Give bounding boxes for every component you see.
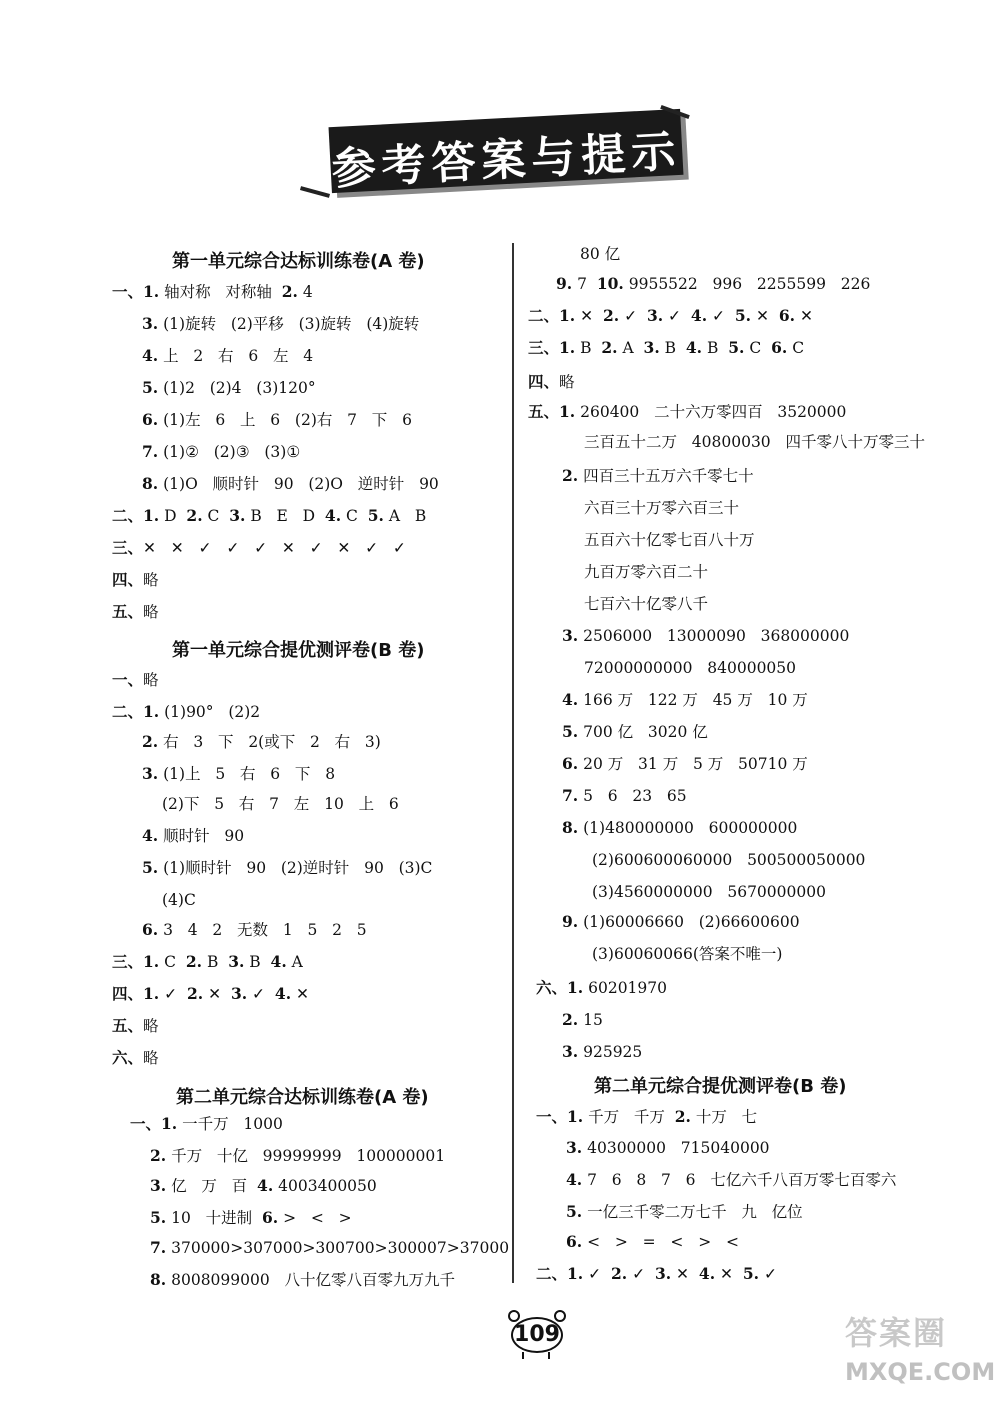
question-number: 二、1. (536, 1264, 584, 1283)
answer-text: 一亿三千零二万七千 九 亿位 (582, 1203, 803, 1221)
title-banner (329, 109, 684, 196)
question-number: 四、1. (112, 984, 160, 1003)
question-number: 3. (654, 1264, 672, 1283)
section-title: 第一单元综合达标训练卷(A 卷) (172, 251, 425, 272)
question-number: 一、1. (536, 1107, 584, 1126)
question-number: 6. (778, 306, 796, 325)
watermark-logo (845, 1308, 995, 1398)
answer-line (112, 702, 260, 722)
answer-text: 7 6 8 7 6 七亿六千八百万零七百零六 (582, 1171, 897, 1189)
question-number: 3. (229, 506, 246, 525)
answer-text: B (202, 953, 229, 971)
question-number: 2. (601, 338, 618, 357)
answer-line (112, 282, 313, 302)
answer-text: 亿 万 百 (166, 1177, 258, 1195)
answer-text: 2506000 13000090 368000000 (578, 627, 850, 645)
section-title: 第一单元综合提优测评卷(B 卷) (172, 640, 425, 661)
answer-line (142, 314, 419, 334)
answer-text: 4003400050 (273, 1177, 377, 1195)
question-number: 4. (324, 506, 342, 525)
answer-line (150, 1146, 445, 1166)
answer-line (562, 818, 797, 838)
answer-text: ✓ (759, 1265, 777, 1283)
answer-line (584, 498, 739, 518)
question-number: 2. (150, 1146, 167, 1165)
answer-text: ✕ (795, 307, 813, 325)
answer-text: 略 (559, 373, 575, 391)
question-number: 四、 (528, 372, 560, 391)
question-number: 一、 (112, 670, 144, 689)
question-number: 4. (270, 952, 287, 971)
answer-line (562, 1010, 603, 1030)
answer-line (562, 1042, 642, 1062)
question-number: 六、1. (536, 978, 584, 997)
answer-text: 10 十进制 (166, 1209, 262, 1227)
answer-text: 六百三十万零六百三十 (584, 499, 740, 517)
answer-line (566, 1170, 896, 1190)
answer-text: B (659, 339, 686, 357)
answer-text: (2)下 5 右 7 左 10 上 6 (162, 795, 399, 813)
question-number: 3. (228, 952, 245, 971)
question-number: 7. (150, 1238, 167, 1257)
answer-line (562, 754, 808, 774)
question-number: 二、1. (112, 506, 160, 525)
question-number: 10. (596, 274, 624, 293)
answer-text: ✓ (619, 307, 647, 325)
question-number: 五、 (112, 602, 144, 621)
question-number: 6. (562, 754, 579, 773)
answer-text: 925925 (578, 1043, 643, 1061)
question-number: 4. (566, 1170, 583, 1189)
answer-line (592, 882, 826, 902)
answer-text: 4 (297, 283, 313, 301)
question-number: 5. (728, 338, 745, 357)
answer-line (562, 786, 687, 806)
answer-line (112, 506, 426, 526)
alarm-bell-icon (508, 1310, 520, 1322)
answer-text: B E D (245, 507, 325, 525)
question-number: 4. (142, 826, 159, 845)
answer-line (592, 850, 865, 870)
question-number: 二、1. (112, 702, 160, 721)
answer-text: 七百六十亿零八千 (584, 595, 709, 613)
answer-text: (1)O 顺时针 90 (2)O 逆时针 90 (158, 475, 439, 493)
answer-text: A (617, 339, 644, 357)
question-number: 6. (566, 1232, 583, 1251)
question-number: 5. (734, 306, 752, 325)
answer-text: 十万 七 (690, 1108, 758, 1126)
answer-line (112, 670, 159, 690)
answer-line (562, 626, 849, 646)
answer-text: B (702, 339, 729, 357)
question-number: 5. (150, 1208, 167, 1227)
answer-text: 8008099000 八十亿零八百零九万九千 (166, 1271, 456, 1289)
answer-text: < > = < > < (582, 1233, 739, 1251)
answer-line (162, 794, 399, 814)
answer-text: C (202, 507, 230, 525)
question-number: 3. (142, 314, 159, 333)
answer-text: 370000>307000>300700>300007>37000 (166, 1239, 510, 1257)
answer-text: (1)2 (2)4 (3)120° (158, 379, 316, 397)
question-number: 2. (610, 1264, 628, 1283)
answer-line (112, 952, 303, 972)
answer-line (142, 410, 412, 430)
question-number: 3. (566, 1138, 583, 1157)
clock-leg (522, 1352, 524, 1359)
question-number: 六、 (112, 1048, 144, 1067)
question-number: 3. (562, 1042, 579, 1061)
answer-text: (1)② (2)③ (3)① (158, 443, 301, 461)
answer-text: (4)C (162, 891, 196, 909)
question-number: 4. (142, 346, 159, 365)
answer-text: 20 万 31 万 5 万 50710 万 (578, 755, 808, 773)
answer-text: A B (383, 507, 427, 525)
answer-text: ✕ (751, 307, 779, 325)
question-number: 5. (562, 722, 579, 741)
watermark-url: MXQE.COM (845, 1358, 996, 1386)
question-number: 一、1. (112, 282, 160, 301)
answer-line (592, 944, 782, 964)
answer-line (566, 1138, 770, 1158)
answer-text: C (787, 339, 805, 357)
answer-text: 7 (572, 275, 597, 293)
answer-text: A (286, 953, 303, 971)
page-title: 参考答案与提示 (330, 125, 683, 196)
answer-text: 轴对称 对称轴 (159, 283, 282, 301)
question-number: 3. (562, 626, 579, 645)
answer-text: 略 (143, 1017, 159, 1035)
answer-line (150, 1238, 509, 1258)
question-number: 3. (643, 338, 660, 357)
answer-text: C (159, 953, 186, 971)
answer-text: 9955522 996 2255599 226 (623, 275, 871, 293)
answer-line (536, 1107, 757, 1127)
answer-line (142, 474, 439, 494)
answer-text: 略 (143, 671, 159, 689)
answer-text: ✕ (671, 1265, 699, 1283)
watermark-text: 答案圈 (845, 1314, 948, 1352)
answer-line (112, 1048, 159, 1068)
answer-line (112, 570, 159, 590)
answer-line (566, 1202, 803, 1222)
answer-text: ✓ (159, 985, 187, 1003)
answer-text: ✕ ✕ ✓ ✓ ✓ ✕ ✓ ✕ ✓ ✓ (143, 539, 406, 557)
question-number: 四、 (112, 570, 144, 589)
answer-text: 四百三十五万六千零七十 (578, 467, 754, 485)
question-number: 2. (186, 506, 203, 525)
answer-line (142, 858, 432, 878)
answer-line (584, 530, 755, 550)
answer-text: ✕ (291, 985, 310, 1003)
answer-text: (1)顺时针 90 (2)逆时针 90 (3)C (158, 859, 433, 877)
answer-text: 九百万零六百二十 (584, 563, 709, 581)
answer-text: (1)90° (2)2 (159, 703, 261, 721)
alarm-bell-icon (554, 1310, 566, 1322)
question-number: 2. (185, 952, 203, 971)
answer-text: ✓ (247, 985, 275, 1003)
answer-line (562, 912, 800, 932)
question-number: 二、1. (528, 306, 576, 325)
question-number: 4. (562, 690, 579, 709)
answer-text: (1)旋转 (2)平移 (3)旋转 (4)旋转 (158, 315, 420, 333)
answer-line (562, 722, 708, 742)
question-number: 5. (742, 1264, 760, 1283)
question-number: 3. (646, 306, 664, 325)
answer-line (142, 764, 335, 784)
answer-line (142, 442, 300, 462)
answer-text: 五百六十亿零七百八十万 (584, 531, 755, 549)
question-number: 4. (274, 984, 292, 1003)
answer-line (142, 732, 381, 752)
question-number: 2. (602, 306, 620, 325)
answer-text: 略 (143, 1049, 159, 1067)
answer-text: (2)600600060000 500500050000 (592, 851, 866, 869)
answer-text: 40300000 715040000 (582, 1139, 770, 1157)
answer-text: 三百五十二万 40800030 四千零八十万零三十 (584, 433, 925, 451)
answer-text: ✓ (663, 307, 691, 325)
answer-text: 千万 千万 (583, 1108, 675, 1126)
question-number: 6. (142, 410, 159, 429)
answer-text: 5 6 23 65 (578, 787, 687, 805)
answer-line (556, 274, 870, 294)
answer-text: ✕ (575, 307, 603, 325)
answer-line (580, 244, 620, 264)
answer-text: > < > (278, 1209, 352, 1227)
answer-text: B (244, 953, 271, 971)
answer-line (528, 402, 846, 422)
answer-text: 15 (578, 1011, 603, 1029)
answer-line (584, 594, 708, 614)
question-number: 4. (690, 306, 708, 325)
answer-text: C (341, 507, 368, 525)
question-number: 7. (562, 786, 579, 805)
answer-line (142, 920, 367, 940)
answer-text: 千万 十亿 99999999 100000001 (166, 1147, 446, 1165)
question-number: 4. (685, 338, 703, 357)
question-number: 5. (142, 378, 159, 397)
question-number: 2. (186, 984, 204, 1003)
page-number-badge (498, 1310, 576, 1360)
question-number: 2. (281, 282, 298, 301)
answer-text: ✓ (707, 307, 735, 325)
answer-line (112, 538, 406, 558)
answer-text: ✕ (715, 1265, 743, 1283)
question-number: 3. (150, 1176, 167, 1195)
answer-text: 略 (143, 571, 159, 589)
answer-text: (1)480000000 600000000 (578, 819, 798, 837)
answer-line (142, 826, 244, 846)
question-number: 4. (257, 1176, 274, 1195)
question-number: 3. (230, 984, 248, 1003)
question-number: 8. (150, 1270, 167, 1289)
question-number: 5. (566, 1202, 583, 1221)
question-number: 3. (142, 764, 159, 783)
answer-line (112, 984, 309, 1004)
question-number: 三、1. (112, 952, 160, 971)
question-number: 9. (562, 912, 579, 931)
answer-text: ✓ (627, 1265, 655, 1283)
answer-line (142, 346, 313, 366)
answer-line (112, 602, 159, 622)
answer-text: 60201970 (583, 979, 668, 997)
answer-line (562, 690, 808, 710)
answer-text: (1)上 5 右 6 下 8 (158, 765, 336, 783)
answer-text: 略 (143, 603, 159, 621)
answer-text: 80 亿 (580, 245, 621, 263)
answer-text: 700 亿 3020 亿 (578, 723, 708, 741)
question-number: 五、 (112, 1016, 144, 1035)
question-number: 2. (562, 1010, 579, 1029)
answer-line (150, 1208, 352, 1228)
answer-line (536, 978, 667, 998)
question-number: 7. (142, 442, 159, 461)
page-number: 109 (511, 1317, 563, 1353)
answer-line (150, 1176, 377, 1196)
section-title: 第二单元综合达标训练卷(A 卷) (176, 1087, 429, 1108)
column-divider (512, 243, 514, 1283)
answer-line (112, 1016, 159, 1036)
answer-line (584, 432, 925, 452)
question-number: 一、1. (130, 1114, 178, 1133)
answer-text: 166 万 122 万 45 万 10 万 (578, 691, 808, 709)
question-number: 5. (142, 858, 159, 877)
answer-text: 260400 二十六万零四百 3520000 (575, 403, 847, 421)
answer-line (536, 1264, 777, 1284)
answer-line (566, 1232, 739, 1252)
answer-line (528, 306, 813, 326)
question-number: 三、 (112, 538, 144, 557)
answer-line (150, 1270, 455, 1290)
answer-text: D (159, 507, 187, 525)
question-number: 五、1. (528, 402, 576, 421)
answer-line (528, 372, 575, 392)
answer-line (562, 466, 754, 486)
answer-text: 右 3 下 2(或下 2 右 3) (158, 733, 381, 751)
question-number: 2. (562, 466, 579, 485)
question-number: 2. (674, 1107, 691, 1126)
answer-text: ✕ (203, 985, 231, 1003)
question-number: 三、1. (528, 338, 576, 357)
answer-text: 3 4 2 无数 1 5 2 5 (158, 921, 367, 939)
answer-text: 顺时针 90 (158, 827, 245, 845)
answer-text: 72000000000 840000050 (584, 659, 797, 677)
answer-line (142, 378, 316, 398)
clock-leg (548, 1352, 550, 1359)
question-number: 2. (142, 732, 159, 751)
answer-text: (3)60060066(答案不唯一) (592, 945, 783, 963)
answer-text: (3)4560000000 5670000000 (592, 883, 826, 901)
answer-text: B (575, 339, 602, 357)
answer-text: ✓ (583, 1265, 611, 1283)
question-number: 5. (367, 506, 384, 525)
question-number: 9. (556, 274, 573, 293)
answer-line (162, 890, 196, 910)
answer-text: (1)60006660 (2)66600600 (578, 913, 800, 931)
section-title: 第二单元综合提优测评卷(B 卷) (594, 1076, 847, 1097)
answer-line (528, 338, 804, 358)
question-number: 8. (562, 818, 579, 837)
answer-line (130, 1114, 283, 1134)
answer-text: C (744, 339, 772, 357)
question-number: 6. (261, 1208, 279, 1227)
answer-text: 一千万 1000 (177, 1115, 283, 1133)
answer-text: (1)左 6 上 6 (2)右 7 下 6 (158, 411, 412, 429)
question-number: 8. (142, 474, 159, 493)
answer-text: 上 2 右 6 左 4 (158, 347, 314, 365)
question-number: 6. (771, 338, 788, 357)
banner-decoration (300, 186, 330, 198)
answer-line (584, 658, 796, 678)
answer-line (584, 562, 708, 582)
question-number: 6. (142, 920, 159, 939)
question-number: 4. (698, 1264, 716, 1283)
